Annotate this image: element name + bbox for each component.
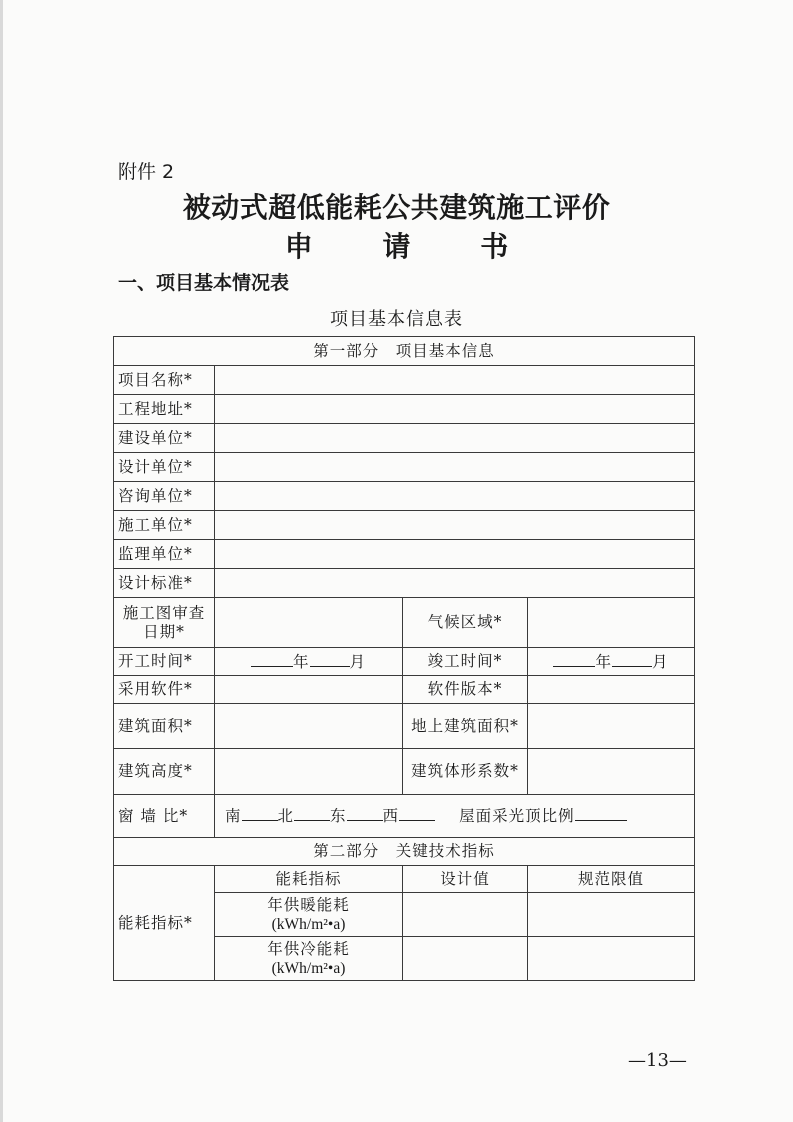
part2-heading: 第二部分 关键技术指标 <box>114 838 695 866</box>
building-height-label: 建筑高度* <box>114 749 215 795</box>
table-row <box>114 704 695 749</box>
consulting-unit-label: 咨询单位* <box>114 482 215 511</box>
window-wall-ratio-label: 窗 墙 比* <box>114 795 215 838</box>
software-version-field[interactable] <box>528 676 695 704</box>
table-row <box>114 598 695 648</box>
north-label: 北 <box>277 807 295 825</box>
cooling-label: 年供冷能耗 <box>267 939 350 958</box>
cooling-design-value[interactable] <box>403 937 528 981</box>
heating-design-value[interactable] <box>403 893 528 937</box>
table-row <box>114 866 695 893</box>
scan-edge <box>0 0 3 1122</box>
software-field[interactable] <box>215 676 403 704</box>
start-year-unit: 年 <box>292 652 310 671</box>
design-standard-label: 设计标准* <box>114 569 215 598</box>
page-number: —13— <box>628 1050 687 1071</box>
table-row <box>114 540 695 569</box>
design-unit-label: 设计单位* <box>114 453 215 482</box>
north-blank[interactable] <box>294 806 330 821</box>
above-ground-area-label: 地上建筑面积* <box>403 704 528 749</box>
table-row <box>114 511 695 540</box>
building-height-field[interactable] <box>215 749 403 795</box>
part1-heading: 第一部分 项目基本信息 <box>114 337 695 366</box>
completion-month-unit: 月 <box>652 652 669 671</box>
start-month-blank[interactable] <box>310 652 350 667</box>
start-time-field[interactable] <box>215 648 403 676</box>
completion-month-blank[interactable] <box>612 652 652 667</box>
skylight-ratio-blank[interactable] <box>575 806 627 821</box>
skylight-ratio-label: 屋面采光顶比例 <box>459 807 575 825</box>
climate-zone-field[interactable] <box>528 598 695 648</box>
table-row <box>114 648 695 676</box>
building-area-field[interactable] <box>215 704 403 749</box>
completion-year-blank[interactable] <box>553 652 595 667</box>
review-date-label: 施工图审查日期* <box>114 598 215 648</box>
south-label: 南 <box>225 807 242 825</box>
table-row <box>114 482 695 511</box>
attachment-label: 附件 2 <box>118 161 175 183</box>
heating-energy-label <box>215 893 403 937</box>
project-info-table <box>113 336 695 981</box>
table-row <box>114 395 695 424</box>
heating-unit: (kWh/m²•a) <box>271 915 346 933</box>
col-limit-header: 规范限值 <box>528 866 695 893</box>
project-address-label: 工程地址* <box>114 395 215 424</box>
construction-unit-field[interactable] <box>215 511 695 540</box>
start-time-label: 开工时间* <box>114 648 215 676</box>
completion-time-field[interactable] <box>528 648 695 676</box>
developer-label: 建设单位* <box>114 424 215 453</box>
start-year-blank[interactable] <box>251 652 293 667</box>
section-heading: 一、项目基本情况表 <box>118 272 290 294</box>
software-label: 采用软件* <box>114 676 215 704</box>
design-standard-field[interactable] <box>215 569 695 598</box>
shape-coefficient-label: 建筑体形系数* <box>403 749 528 795</box>
climate-zone-label: 气候区域* <box>403 598 528 648</box>
col-indicator-header: 能耗指标 <box>215 866 403 893</box>
shape-coefficient-field[interactable] <box>528 749 695 795</box>
table-row <box>114 749 695 795</box>
heating-label: 年供暖能耗 <box>267 895 350 914</box>
window-wall-ratio-field <box>215 795 695 838</box>
cooling-limit-value[interactable] <box>528 937 695 981</box>
table-row <box>114 676 695 704</box>
energy-indicator-label: 能耗指标* <box>114 866 215 981</box>
supervision-unit-field[interactable] <box>215 540 695 569</box>
part2-heading-row <box>114 838 695 866</box>
document-title: 被动式超低能耗公共建筑施工评价 <box>182 191 611 224</box>
review-date-field[interactable] <box>215 598 403 648</box>
project-name-field[interactable] <box>215 366 695 395</box>
developer-field[interactable] <box>215 424 695 453</box>
construction-unit-label: 施工单位* <box>114 511 215 540</box>
heating-limit-value[interactable] <box>528 893 695 937</box>
completion-year-unit: 年 <box>595 652 612 671</box>
table-row <box>114 453 695 482</box>
west-blank[interactable] <box>399 806 435 821</box>
completion-time-label: 竣工时间* <box>403 648 528 676</box>
start-month-unit: 月 <box>349 652 367 671</box>
table-row <box>114 424 695 453</box>
east-blank[interactable] <box>347 806 383 821</box>
table-row <box>114 569 695 598</box>
col-design-header: 设计值 <box>403 866 528 893</box>
above-ground-area-field[interactable] <box>528 704 695 749</box>
supervision-unit-label: 监理单位* <box>114 540 215 569</box>
cooling-energy-label <box>215 937 403 981</box>
west-label: 西 <box>382 807 400 825</box>
building-area-label: 建筑面积* <box>114 704 215 749</box>
part1-heading-row <box>114 337 695 366</box>
document-subtitle: 申 请 书 <box>284 230 539 263</box>
project-name-label: 项目名称* <box>114 366 215 395</box>
table-caption: 项目基本信息表 <box>330 309 463 330</box>
table-row <box>114 366 695 395</box>
table-row <box>114 795 695 838</box>
cooling-unit: (kWh/m²•a) <box>271 959 346 977</box>
design-unit-field[interactable] <box>215 453 695 482</box>
east-label: 东 <box>330 807 347 825</box>
project-address-field[interactable] <box>215 395 695 424</box>
south-blank[interactable] <box>242 806 278 821</box>
consulting-unit-field[interactable] <box>215 482 695 511</box>
software-version-label: 软件版本* <box>403 676 528 704</box>
